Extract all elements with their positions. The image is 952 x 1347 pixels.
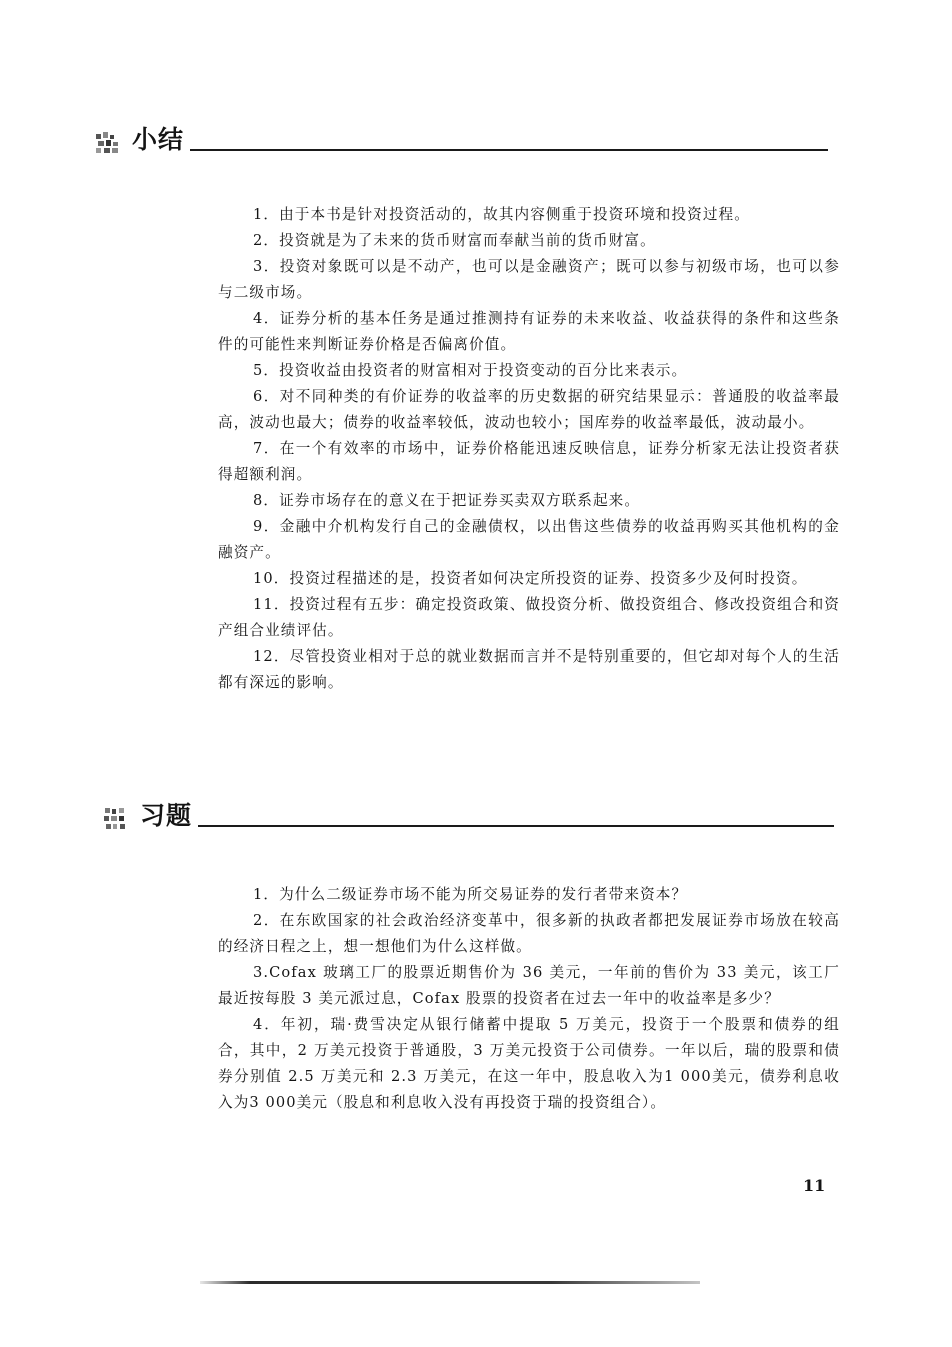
summary-heading: [96, 126, 828, 154]
summary-list: [218, 202, 840, 696]
summary-item-5: 5．投资收益由投资者的财富相对于投资变动的百分比来表示。: [253, 362, 688, 379]
summary-item-10: 10．投资过程描述的是，投资者如何决定所投资的证券、投资多少及何时投资。: [253, 570, 808, 587]
exercises-title: 习题: [140, 801, 193, 830]
summary-item-12: 12．尽管投资业相对于总的就业数据而言并不是特别重要的，但它却对每个人的生活都有深远的影响。: [218, 648, 840, 691]
exercise-item-4: 4．年初，瑞·费雪决定从银行储蓄中提取 5 万美元，投资于一个股票和债券的组合，其中，2 万美元投资于普通股，3 万美元投资于公司债券。一年以后，瑞的股票和债券分别值 2.5 万美元和 2.3 万美元，在这一年中，股息收入为1 000美元，债券利息收入为3 000美元（股息和利息收入没有再投资于瑞的投资组合）。: [218, 1016, 840, 1111]
summary-item-8: 8．证券市场存在的意义在于把证券买卖双方联系起来。: [253, 492, 641, 509]
bottom-scan-line: [200, 1281, 700, 1284]
exercise-item-1: 1．为什么二级证券市场不能为所交易证券的发行者带来资本？: [253, 886, 688, 903]
summary-item-3: 3．投资对象既可以是不动产，也可以是金融资产；既可以参与初级市场，也可以参与二级市场。: [218, 258, 840, 301]
exercise-item-3: 3.Cofax 玻璃工厂的股票近期售价为 36 美元，一年前的售价为 33 美元，该工厂最近按每股 3 美元派过息，Cofax 股票的投资者在过去一年中的收益率是多少？: [218, 964, 840, 1007]
exercises-heading: [104, 802, 834, 830]
page-number: 11: [803, 1176, 826, 1195]
summary-item-1: 1．由于本书是针对投资活动的，故其内容侧重于投资环境和投资过程。: [253, 206, 750, 223]
exercises-heading-rule: [198, 825, 834, 827]
summary-heading-rule: [190, 149, 828, 151]
exercises-list: [218, 882, 840, 1116]
section-marker-icon: [104, 808, 130, 830]
summary-item-6: 6．对不同种类的有价证券的收益率的历史数据的研究结果显示：普通股的收益率最高，波动也最大；债券的收益率较低，波动也较小；国库券的收益率最低，波动最小。: [218, 388, 840, 431]
summary-item-11: 11．投资过程有五步：确定投资政策、做投资分析、做投资组合、修改投资组合和资产组合业绩评估。: [218, 596, 840, 639]
exercise-item-2: 2．在东欧国家的社会政治经济变革中，很多新的执政者都把发展证券市场放在较高的经济日程之上，想一想他们为什么这样做。: [218, 912, 840, 955]
summary-title: 小结: [132, 125, 185, 154]
summary-item-9: 9．金融中介机构发行自己的金融债权，以出售这些债券的收益再购买其他机构的金融资产。: [218, 518, 840, 561]
summary-item-7: 7．在一个有效率的市场中，证券价格能迅速反映信息，证券分析家无法让投资者获得超额利润。: [218, 440, 840, 483]
summary-item-4: 4．证券分析的基本任务是通过推测持有证券的未来收益、收益获得的条件和这些条件的可能性来判断证券价格是否偏离价值。: [218, 310, 840, 353]
section-marker-icon: [96, 132, 122, 154]
summary-item-2: 2．投资就是为了未来的货币财富而奉献当前的货币财富。: [253, 232, 656, 249]
